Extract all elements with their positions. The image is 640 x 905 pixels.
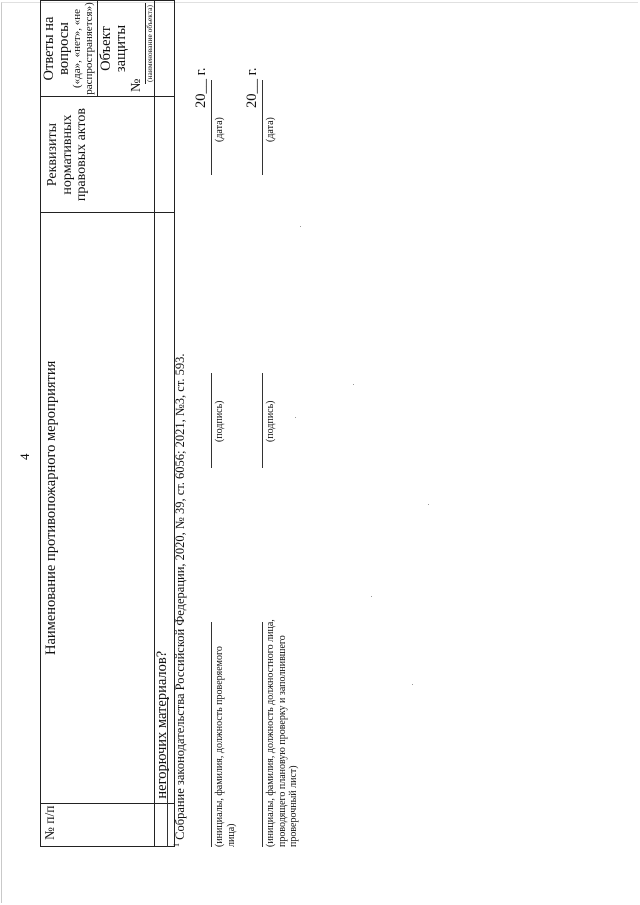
date-line-2: [262, 80, 263, 175]
header-measure-name: [41, 213, 155, 803]
footnote-text: Собрание законодательства Российской Федерации, 2020, № 39, ст. 6056; 2021, №3, ст. 593.: [173, 353, 188, 840]
person-caption-2: (инициалы, фамилия, должность должностного лица, проводящего плановую проверку и заполнившего проверочный лист): [265, 619, 299, 847]
person-line-1: [211, 622, 212, 847]
signature-caption-1: (подпись): [214, 400, 225, 442]
footnote-rule: [167, 697, 168, 847]
year-field-2: 20__ г.: [244, 67, 260, 108]
signature-line-1: [211, 373, 212, 468]
object-name-caption: (наименование объекта): [145, 4, 155, 83]
date-caption-1: (дата): [214, 117, 225, 142]
scan-speck: [371, 596, 372, 597]
table-header-row: [41, 1, 155, 847]
header-answers: [41, 1, 155, 97]
row-answer-cell: [155, 1, 175, 97]
row-requisites-cell: [155, 97, 175, 213]
answers-hint: («да», «нет», «не распространяется»): [71, 2, 96, 95]
date-caption-2: (дата): [265, 117, 276, 142]
footnote: [172, 354, 188, 847]
signature-caption-2: (подпись): [265, 400, 276, 442]
scan-speck: [353, 384, 354, 385]
year-field-1: 20__ г.: [193, 67, 209, 108]
header-number: № п/п: [41, 803, 155, 846]
scan-speck: [428, 504, 429, 505]
header-measure-name-text: Наименование противопожарного мероприятия: [43, 360, 59, 655]
signature-line-2: [262, 373, 263, 468]
footnote-marker: 1: [172, 843, 181, 847]
answers-title-cell: [41, 1, 98, 96]
header-requisites: Реквизиты нормативных правовых актов: [41, 97, 155, 213]
checklist-table: [40, 0, 175, 847]
scan-speck: [300, 226, 301, 227]
person-line-2: [262, 622, 263, 847]
row-measure-text: негорючих материалов?: [155, 213, 175, 803]
answers-title: Ответы на вопросы: [41, 16, 72, 81]
date-line-1: [211, 80, 212, 175]
scan-speck: [295, 417, 296, 418]
object-number-sign: №: [128, 78, 144, 92]
protection-object-label: Объект защиты: [98, 24, 130, 73]
page-number: 4: [17, 453, 32, 460]
scan-speck: [412, 684, 413, 685]
person-caption-1: (инициалы, фамилия, должность проверяемого лица): [214, 646, 237, 847]
